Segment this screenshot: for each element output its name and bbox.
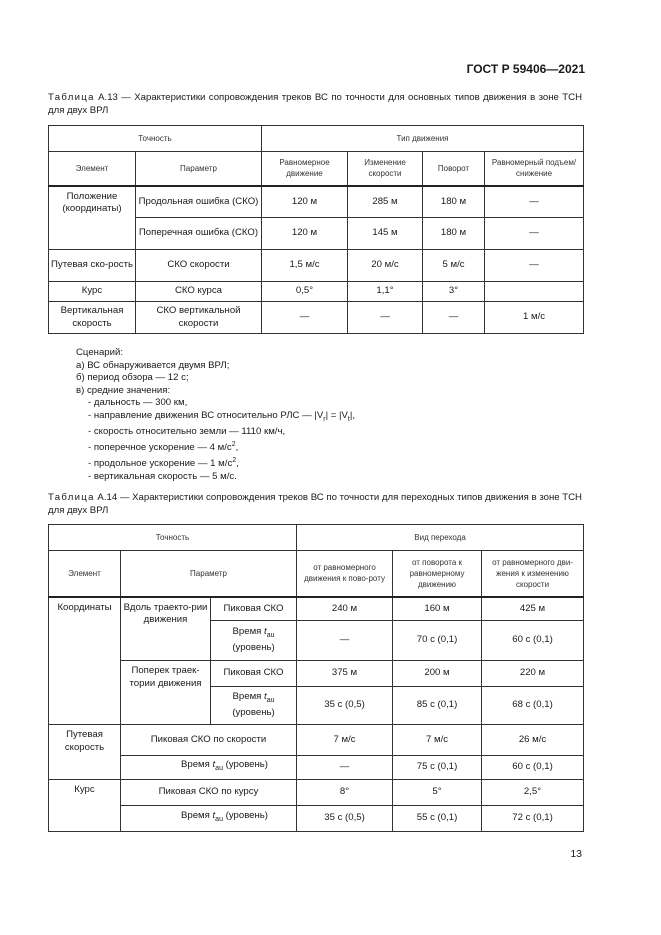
- t14-cell: 85 с (0,1): [393, 687, 482, 725]
- t14-cell: 35 с (0,5): [297, 806, 393, 832]
- t14-element-course: Курс: [49, 780, 121, 832]
- t13-cell: [485, 282, 584, 302]
- scenario-superscript: 2: [232, 456, 237, 464]
- time-symbol: t: [212, 810, 216, 822]
- t14-cell: 425 м: [482, 597, 584, 621]
- table-row: [49, 250, 584, 282]
- t14-param-peak-speed: Пиковая СКО по скорости: [121, 725, 297, 756]
- t14-cell: 35 с (0,5): [297, 687, 393, 725]
- t14-header-transition: Вид перехода: [297, 525, 584, 551]
- t13-cell: —: [262, 302, 348, 334]
- scenario-text: ,: [235, 442, 239, 454]
- t14-cell: 8°: [297, 780, 393, 806]
- t13-param: СКО вертикальной скорости: [136, 302, 262, 334]
- t14-along-track: Вдоль траекто-рии движения: [121, 597, 211, 661]
- t13-cell: —: [348, 302, 423, 334]
- t13-cell: 180 м: [423, 186, 485, 218]
- scenario-text: - поперечное ускорение — 4 м/с: [88, 442, 232, 454]
- t14-header-accuracy: Точность: [49, 525, 297, 551]
- t14-cell: 375 м: [297, 661, 393, 687]
- scenario-text: - направление движения ВС относительно РЛС — |V: [88, 409, 324, 421]
- table-14-caption: [48, 491, 582, 517]
- t14-element-coordinates: Координаты: [49, 597, 121, 725]
- table-row: [49, 725, 584, 756]
- page-number: 13: [570, 848, 582, 860]
- t13-cell: 0,5°: [262, 282, 348, 302]
- t13-cell: 5 м/с: [423, 250, 485, 282]
- scenario-subitem: [76, 410, 355, 427]
- table-14-label: Таблица: [48, 492, 95, 503]
- t13-element-speed: Путевая ско-рость: [49, 250, 136, 282]
- t13-param: Продольная ошибка (СКО): [136, 186, 262, 218]
- scenario-title: Сценарий:: [76, 347, 124, 358]
- time-level: (уровень): [232, 642, 275, 654]
- time-level: (уровень): [222, 759, 269, 771]
- t14-cell: 60 с (0,1): [482, 756, 584, 780]
- t14-cell: 68 с (0,1): [482, 687, 584, 725]
- scenario-block: [76, 347, 355, 483]
- scenario-subitem: - скорость относительно земли — 1110 км/ч,: [88, 426, 286, 438]
- t14-param-time: [211, 621, 297, 661]
- t14-header-element: Элемент: [49, 551, 121, 597]
- time-label: Время: [180, 759, 213, 771]
- table-13-number: А.13 —: [98, 92, 131, 103]
- table-13: [48, 125, 584, 334]
- table-row: [49, 806, 584, 832]
- t13-param: СКО курса: [136, 282, 262, 302]
- t13-header-uniform: Равномерное движение: [262, 152, 348, 186]
- t14-param-peak: Пиковая СКО: [211, 597, 297, 621]
- table-13-title: Характеристики сопровождения треков ВС по точности для основных типов движения в зоне ТСН для двух ВРЛ: [48, 92, 582, 116]
- t13-cell: 1,1°: [348, 282, 423, 302]
- t14-cell: 2,5°: [482, 780, 584, 806]
- t14-param-time: [121, 806, 297, 832]
- t13-element-position: Положение (координаты): [49, 186, 136, 250]
- table-row: [49, 186, 584, 218]
- t13-cell: 120 м: [262, 218, 348, 250]
- t13-cell: —: [485, 186, 584, 218]
- t14-param-peak-course: Пиковая СКО по курсу: [121, 780, 297, 806]
- t14-header-uniform-to-speed: от равномерного дви-жения к изменению скорости: [482, 551, 584, 597]
- time-symbol: t: [264, 626, 267, 638]
- t13-header-turn: Поворот: [423, 152, 485, 186]
- table-14-title: Характеристики сопровождения треков ВС по точности для переходных типов движения в зоне ТСН для двух ВРЛ: [48, 492, 582, 516]
- time-symbol: t: [212, 759, 216, 771]
- scenario-subscript: t: [347, 415, 350, 423]
- t14-cell: 72 с (0,1): [482, 806, 584, 832]
- t13-cell: 1 м/с: [485, 302, 584, 334]
- t13-param: СКО скорости: [136, 250, 262, 282]
- time-subscript: au: [266, 696, 275, 704]
- t13-cell: —: [423, 302, 485, 334]
- t13-element-course: Курс: [49, 282, 136, 302]
- table-row: [49, 302, 584, 334]
- t13-cell: 20 м/с: [348, 250, 423, 282]
- t14-param-time: [121, 756, 297, 780]
- t13-cell: 285 м: [348, 186, 423, 218]
- t14-header-turn-to-uniform: от поворота к равномерному движению: [393, 551, 482, 597]
- time-symbol: t: [264, 691, 267, 703]
- t14-cell: —: [297, 621, 393, 661]
- t13-header-parameter: Параметр: [136, 152, 262, 186]
- t13-cell: —: [485, 250, 584, 282]
- t14-cell: 220 м: [482, 661, 584, 687]
- table-row: [49, 756, 584, 780]
- table-row: [49, 282, 584, 302]
- t14-cell: 7 м/с: [297, 725, 393, 756]
- t14-cell: —: [297, 756, 393, 780]
- t13-header-speed-change: Изменение скорости: [348, 152, 423, 186]
- t14-cell: 160 м: [393, 597, 482, 621]
- table-row: [49, 597, 584, 621]
- scenario-subscript: r: [323, 415, 326, 423]
- scenario-subitem: [76, 439, 355, 455]
- table-13-caption: [48, 91, 582, 117]
- scenario-item: в) средние значения:: [76, 384, 171, 396]
- t14-cell: 240 м: [297, 597, 393, 621]
- time-label: Время: [180, 810, 213, 822]
- table-14: [48, 524, 584, 832]
- table-13-label: Таблица: [48, 92, 95, 103]
- t14-element-speed: Путевая скорость: [49, 725, 121, 780]
- t13-header-motion-type: Тип движения: [262, 126, 584, 152]
- t13-param: Поперечная ошибка (СКО): [136, 218, 262, 250]
- scenario-subitem: - дальность — 300 км,: [88, 397, 188, 409]
- t13-cell: 3°: [423, 282, 485, 302]
- table-row: [49, 780, 584, 806]
- t13-cell: 120 м: [262, 186, 348, 218]
- time-subscript: au: [215, 816, 223, 824]
- t14-cell: 70 с (0,1): [393, 621, 482, 661]
- scenario-text: ,: [236, 458, 239, 470]
- time-label: Время: [232, 691, 265, 703]
- time-subscript: au: [266, 631, 275, 639]
- scenario-subitem: [76, 455, 355, 471]
- t14-cell: 5°: [393, 780, 482, 806]
- t14-cell: 75 с (0,1): [393, 756, 482, 780]
- t14-header-uniform-to-turn: от равномерного движения к пово-роту: [297, 551, 393, 597]
- t13-cell: 1,5 м/с: [262, 250, 348, 282]
- scenario-subitem: - вертикальная скорость — 5 м/с.: [88, 470, 237, 482]
- time-level: (уровень): [232, 707, 275, 719]
- scenario-text: | = |V: [325, 409, 348, 421]
- t14-cell: 55 с (0,1): [393, 806, 482, 832]
- table-14-number: А.14 —: [97, 492, 130, 503]
- t13-cell: —: [485, 218, 584, 250]
- t14-param-time: [211, 687, 297, 725]
- t13-header-element: Элемент: [49, 152, 136, 186]
- t14-cell: 26 м/с: [482, 725, 584, 756]
- t13-cell: 145 м: [348, 218, 423, 250]
- t14-param-peak: Пиковая СКО: [211, 661, 297, 687]
- scenario-text: |,: [349, 409, 356, 421]
- table-row: [49, 661, 584, 687]
- document-id: ГОСТ Р 59406—2021: [466, 62, 585, 76]
- time-subscript: au: [215, 765, 223, 773]
- t14-across-track: Поперек траек-тории движения: [121, 661, 211, 725]
- time-level: (уровень): [222, 810, 269, 822]
- t14-header-parameter: Параметр: [121, 551, 297, 597]
- t14-cell: 60 с (0,1): [482, 621, 584, 661]
- t14-cell: 7 м/с: [393, 725, 482, 756]
- t13-element-vertical-speed: Вертикальная скорость: [49, 302, 136, 334]
- t14-cell: 200 м: [393, 661, 482, 687]
- scenario-item: б) период обзора — 12 с;: [76, 372, 189, 384]
- t13-header-accuracy: Точность: [49, 126, 262, 152]
- t13-header-vertical: Равномерный подъем/снижение: [485, 152, 584, 186]
- t13-cell: 180 м: [423, 218, 485, 250]
- scenario-text: - продольное ускорение — 1 м/с: [88, 458, 233, 470]
- scenario-item: а) ВС обнаруживается двумя ВРЛ;: [76, 359, 230, 371]
- time-label: Время: [232, 626, 265, 638]
- scenario-superscript: 2: [231, 441, 236, 449]
